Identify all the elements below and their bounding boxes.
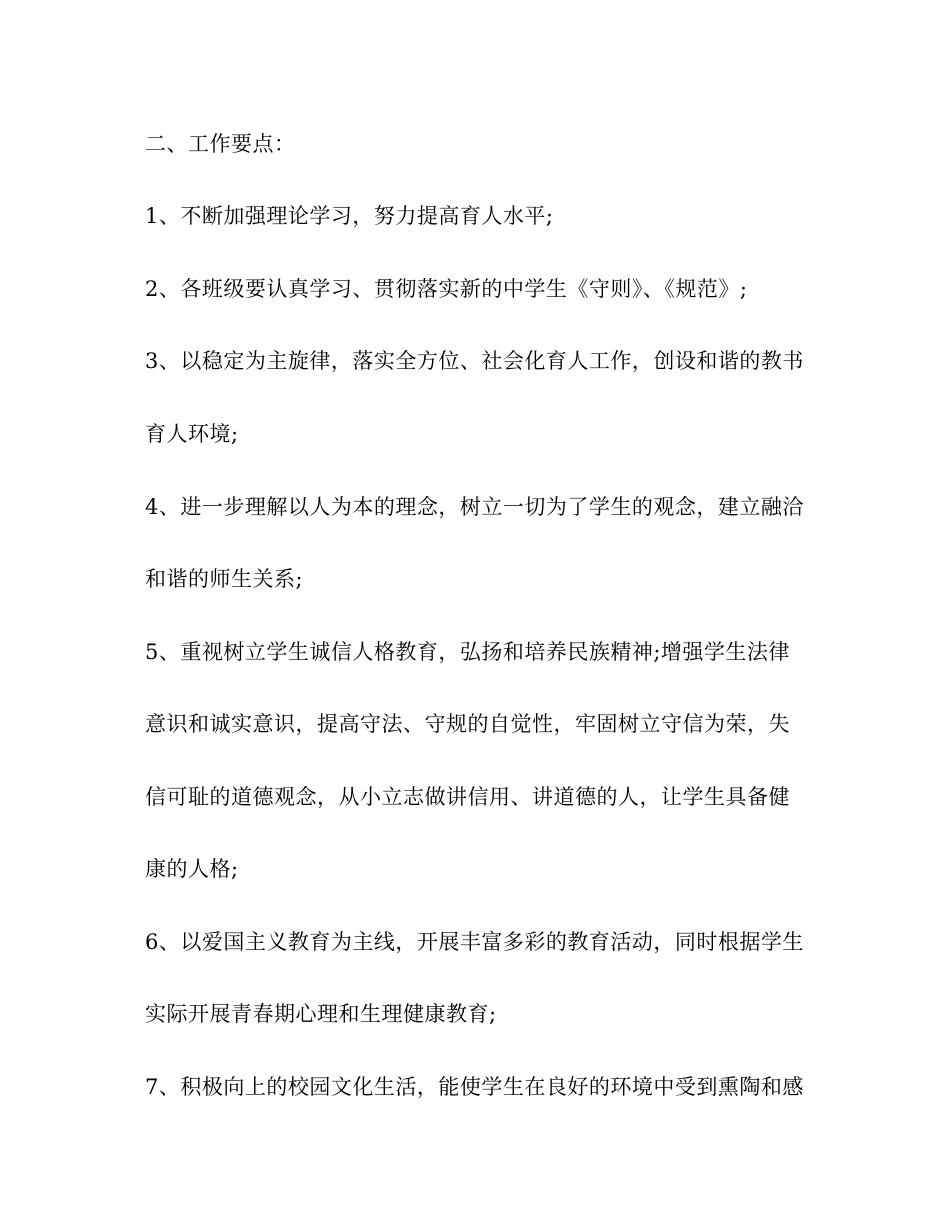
text-line: 和谐的师生关系; (145, 567, 304, 591)
text-line: 实际开展青春期心理和生理健康教育; (145, 1002, 497, 1026)
text-line: 育人环境; (145, 422, 239, 446)
text-line: 3、以稳定为主旋律，落实全方位、社会化育人工作，创设和谐的教书 (145, 349, 804, 373)
text-line: 2、各班级要认真学习、贯彻落实新的中学生《守则》、《规范》; (145, 277, 748, 301)
text-line: 7、积极向上的校园文化生活，能使学生在良好的环境中受到熏陶和感 (145, 1075, 804, 1099)
text-line: 信可耻的道德观念，从小立志做讲信用、讲道德的人，让学生具备健 (145, 785, 790, 809)
text-line: 意识和诚实意识，提高守法、守规的自觉性，牢固树立守信为荣，失 (145, 712, 790, 736)
text-line: 5、重视树立学生诚信人格教育，弘扬和培养民族精神;增强学生法律 (145, 640, 790, 664)
text-line: 6、以爱国主义教育为主线，开展丰富多彩的教育活动，同时根据学生 (145, 930, 804, 954)
section-heading: 二、工作要点： (145, 132, 296, 156)
text-line: 康的人格; (145, 857, 239, 881)
text-line: 4、进一步理解以人为本的理念，树立一切为了学生的观念，建立融洽 (145, 495, 804, 519)
text-line: 1、不断加强理论学习，努力提高育人水平; (145, 204, 554, 228)
